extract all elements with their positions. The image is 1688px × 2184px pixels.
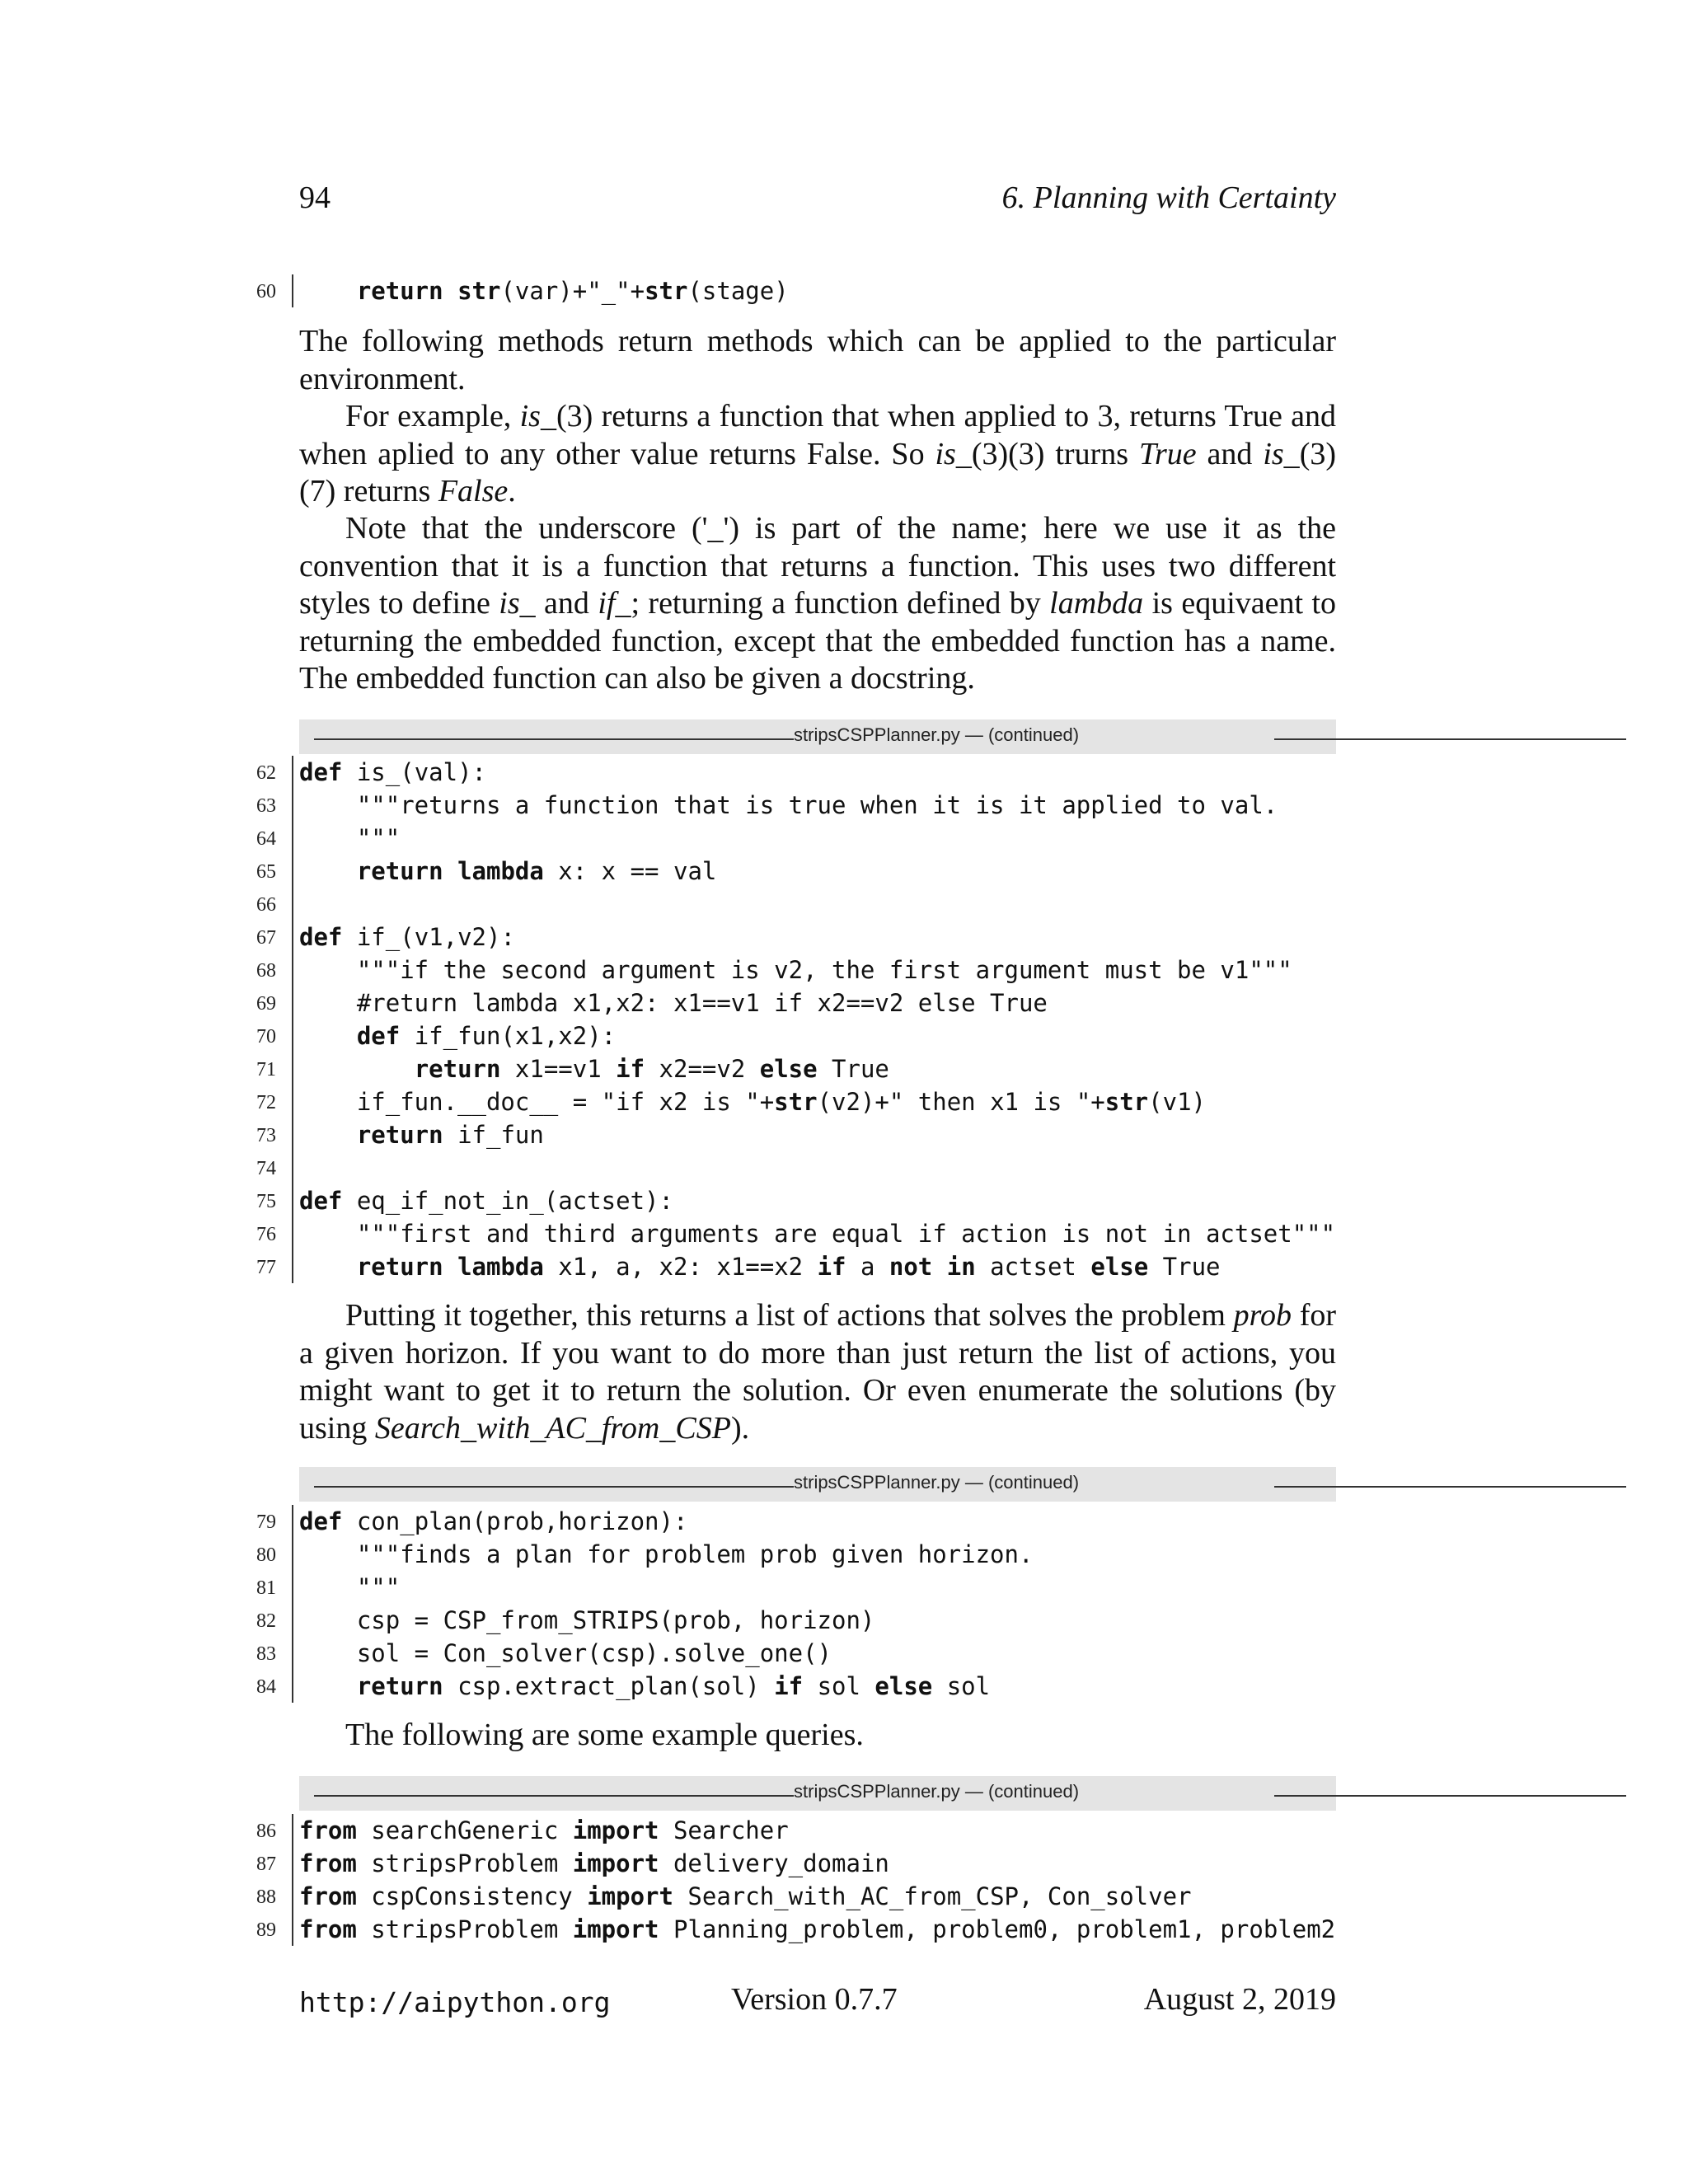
code-line: [256, 1151, 1336, 1184]
line-number: 73: [256, 1125, 276, 1146]
code-line: [256, 1670, 1336, 1703]
code-text: return x1==v1 if x2==v2 else True: [414, 1055, 889, 1083]
line-number: 87: [256, 1854, 276, 1875]
code-block-con-plan: [256, 1505, 1336, 1703]
code-text: return str(var)+"_"+str(stage): [356, 277, 789, 305]
paragraph-intro: The following methods return methods which can be applied to the particular environment.: [299, 324, 1336, 396]
line-number: 80: [256, 1544, 276, 1566]
line-number: 83: [256, 1643, 276, 1665]
code-gutter-rule: [292, 1814, 293, 1946]
code-text: """first and third arguments are equal if action is not in actset""": [299, 1220, 1336, 1248]
line-number: 79: [256, 1511, 276, 1533]
line-number: 72: [256, 1092, 276, 1113]
code-line: [256, 1118, 1336, 1151]
code-line: [256, 1538, 1336, 1571]
paragraph-putting-together: Putting it together, this returns a list of actions that solves the problem prob for a given horizon. If you want to do more than just return the list of actions, you might want to get it to return the solution. Or even enumerate the solutions (by using Search_with_AC_from_CSP).: [299, 1298, 1337, 1446]
code-banner: [299, 1776, 1336, 1811]
paragraph-example-queries: The following are some example queries.: [345, 1718, 864, 1752]
line-number: 66: [256, 894, 276, 916]
line-number: 82: [256, 1610, 276, 1632]
banner-label: stripsCSPPlanner.py — (continued): [794, 1472, 1080, 1493]
code-text: def eq_if_not_in_(actset):: [299, 1187, 673, 1215]
code-text: return if_fun: [356, 1121, 544, 1149]
line-number: 74: [256, 1158, 276, 1179]
code-line: [256, 789, 1336, 822]
code-text: """: [299, 824, 401, 852]
code-text: def is_(val):: [299, 758, 486, 786]
code-banner: [299, 719, 1336, 754]
line-number: 75: [256, 1191, 276, 1212]
line-number: 71: [256, 1059, 276, 1080]
code-line: [256, 1085, 1336, 1118]
code-text: from cspConsistency import Search_with_AC_from_CSP, Con_solver: [299, 1882, 1192, 1910]
footer-date: August 2, 2019: [1143, 1982, 1336, 2017]
page-number: 94: [299, 180, 331, 215]
line-number: 69: [256, 993, 276, 1015]
line-number: 89: [256, 1919, 276, 1941]
code-text: from searchGeneric import Searcher: [299, 1816, 789, 1844]
line-number: 68: [256, 960, 276, 982]
code-line: [256, 1250, 1336, 1283]
code-line: [256, 1604, 1336, 1637]
line-number: 70: [256, 1026, 276, 1047]
code-line: [256, 888, 1336, 921]
line-number: 77: [256, 1257, 276, 1278]
code-line: [256, 1814, 1336, 1847]
footer-url[interactable]: http://aipython.org: [299, 1986, 611, 2018]
line-number: 88: [256, 1886, 276, 1908]
chapter-title: 6. Planning with Certainty: [1001, 180, 1336, 215]
code-text: from stripsProblem import Planning_problem, problem0, problem1, problem2: [299, 1915, 1336, 1943]
code-text: if_fun.__doc__ = "if x2 is "+str(v2)+" then x1 is "+str(v1): [299, 1088, 1206, 1116]
banner-label: stripsCSPPlanner.py — (continued): [794, 724, 1080, 745]
code-text: csp = CSP_from_STRIPS(prob, horizon): [299, 1606, 875, 1634]
line-number: 76: [256, 1224, 276, 1245]
code-line: [256, 822, 1336, 855]
code-line: [256, 1217, 1336, 1250]
code-gutter-rule: [292, 1505, 293, 1703]
code-text: return csp.extract_plan(sol) if sol else sol: [356, 1672, 991, 1700]
paragraph-example: For example, is_(3) returns a function that when applied to 3, returns True and when aplied to any other value returns False. So is_(3)(3) trurns True and is_(3)(7) returns False.: [299, 399, 1336, 509]
code-line: [256, 1505, 1336, 1538]
code-gutter-rule: [292, 274, 293, 307]
code-line: [256, 1880, 1336, 1913]
line-number: 86: [256, 1821, 276, 1842]
code-text: def con_plan(prob,horizon):: [299, 1507, 688, 1535]
code-block-functions: [256, 756, 1336, 1283]
code-block-imports: [256, 1814, 1336, 1946]
line-number: 67: [256, 927, 276, 949]
code-text: """: [299, 1573, 401, 1601]
code-line: [256, 1913, 1336, 1946]
code-block-top: [256, 274, 1336, 307]
code-line: [256, 855, 1336, 888]
code-line: [256, 1637, 1336, 1670]
code-banner: [299, 1467, 1336, 1502]
code-line: [256, 1571, 1336, 1604]
code-text: """finds a plan for problem prob given horizon.: [299, 1540, 1034, 1568]
code-text: from stripsProblem import delivery_domain: [299, 1849, 889, 1877]
code-line: [256, 1052, 1336, 1085]
line-number: 65: [256, 861, 276, 883]
line-number: 62: [256, 762, 276, 784]
line-number: 64: [256, 828, 276, 850]
line-number: 81: [256, 1577, 276, 1599]
line-number: 60: [256, 281, 276, 302]
code-text: return lambda x: x == val: [356, 857, 717, 885]
code-line: [256, 1184, 1336, 1217]
code-line: [256, 1019, 1336, 1052]
code-line: [256, 987, 1336, 1019]
code-text: def if_(v1,v2):: [299, 923, 515, 951]
code-text: return lambda x1, a, x2: x1==x2 if a not in actset else True: [356, 1253, 1221, 1281]
code-text: """returns a function that is true when it is it applied to val.: [299, 791, 1278, 819]
code-line: [256, 274, 1336, 307]
code-text: sol = Con_solver(csp).solve_one(): [299, 1639, 832, 1667]
code-text: """if the second argument is v2, the first argument must be v1""": [299, 956, 1292, 984]
footer-version: Version 0.7.7: [731, 1982, 898, 2017]
line-number: 63: [256, 795, 276, 817]
code-line: [256, 756, 1336, 789]
code-gutter-rule: [292, 756, 293, 1283]
code-text: def if_fun(x1,x2):: [356, 1022, 617, 1050]
code-line: [256, 1847, 1336, 1880]
banner-label: stripsCSPPlanner.py — (continued): [794, 1781, 1080, 1802]
code-line: [256, 921, 1336, 954]
line-number: 84: [256, 1676, 276, 1698]
code-text: #return lambda x1,x2: x1==v1 if x2==v2 else True: [299, 989, 1048, 1017]
code-line: [256, 954, 1336, 987]
paragraph-underscore-note: Note that the underscore ('_') is part of the name; here we use it as the convention that it is a function that returns a function. This uses two different styles to define is_ and if_; returning a function defined by lambda is equivaent to returning the embedded function, except that the embedded function has a name. The embedded function can also be given a docstring.: [299, 511, 1337, 696]
